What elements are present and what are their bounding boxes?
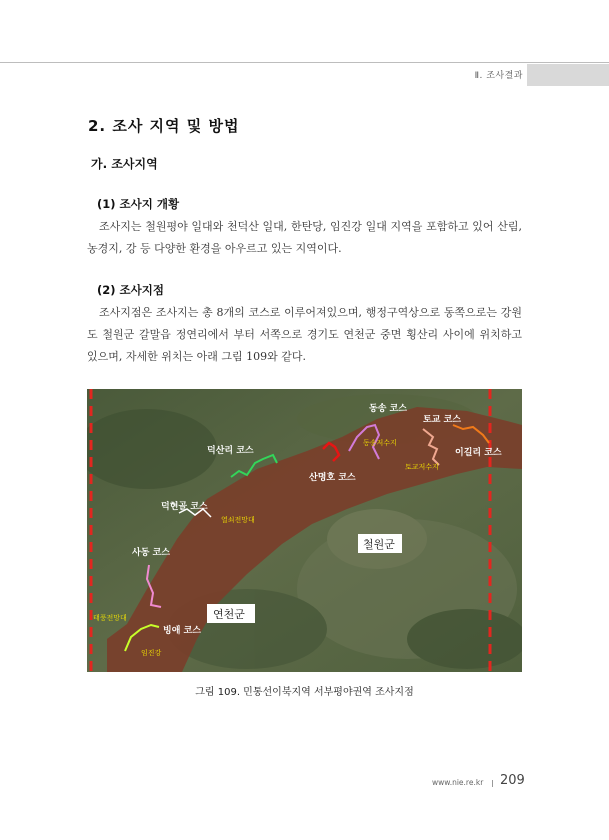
label-taepung: 태풍전망대 — [93, 614, 127, 622]
label-sanmyeongho: 산명호 코스 — [309, 473, 356, 483]
label-toggyo: 토교 코스 — [423, 415, 461, 425]
survey-map — [87, 389, 522, 672]
heading-overview: (1) 조사지 개황 — [97, 197, 180, 211]
label-yeolsoe: 열쇠전망대 — [221, 516, 255, 524]
label-cheorwon: 철원군 — [363, 538, 395, 551]
heading-sites: (2) 조사지점 — [97, 283, 164, 297]
map-svg — [87, 389, 522, 672]
label-togyo-res: 토교저수지 — [405, 463, 439, 471]
chapter-tab — [527, 64, 609, 86]
label-deokhyeongol: 덕현골 코스 — [161, 502, 208, 512]
label-igilli: 이길리 코스 — [455, 448, 502, 458]
section-title: 2. 조사 지역 및 방법 — [88, 117, 240, 135]
label-dongsong-res: 동송저수지 — [363, 439, 397, 447]
label-dongsong: 동송 코스 — [369, 404, 407, 414]
label-sadong: 사동 코스 — [132, 548, 170, 558]
paragraph-sites: 조사지점은 조사지는 총 8개의 코스로 이루어져있으며, 행정구역상으로 동쪽으로는 강원도 철원군 갈말읍 정연리에서 부터 서쪽으로 경기도 연천군 중면 횡산리 사이에 위치하고 있으며, 자세한 위치는 아래 그림 109와 같다. — [87, 306, 522, 363]
header-rule — [0, 62, 609, 63]
footer-separator — [492, 780, 493, 787]
figure-caption: 그림 109. 민통선이북지역 서부평야권역 조사지점 — [195, 687, 414, 698]
footer-url: www.nie.re.kr — [432, 778, 484, 787]
label-deoksanri: 덕산리 코스 — [207, 446, 254, 456]
label-yeoncheon: 연천군 — [213, 608, 245, 621]
page-number: 209 — [500, 773, 525, 788]
label-binae: 빙애 코스 — [163, 626, 201, 636]
label-imjin: 임진강 — [141, 649, 162, 657]
subsection-title: 가. 조사지역 — [91, 157, 158, 171]
paragraph-overview: 조사지는 철원평야 일대와 천덕산 일대, 한탄당, 임진강 일대 지역을 포함하고 있어 산림, 농경지, 강 등 다양한 환경을 아우르고 있는 지역이다. — [87, 220, 522, 255]
chapter-label: Ⅱ. 조사결과 — [474, 71, 523, 81]
